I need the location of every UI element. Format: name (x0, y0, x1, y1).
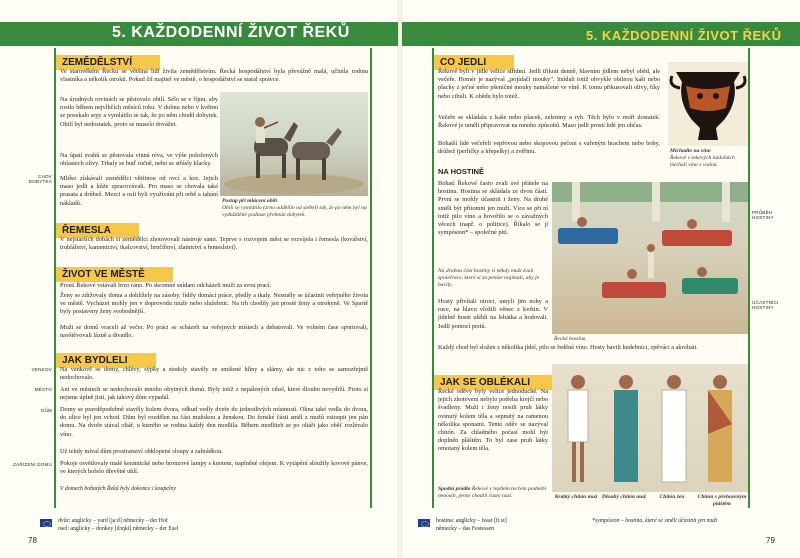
jedli-p3: Bohatší lidé večeřeli vepřovou nebo skopovou pečeni s vařeným hrachem nebo boby, drůbež (perličky a křepelky) a zvěřinu. (438, 140, 660, 156)
margin-venkov: VENKOV (31, 367, 52, 372)
remesla-p1: V nejstarších dobách si zemědělci zhotovovali nástroje sami. Teprve s rozvojem měst se rozvíjela i řemesla (kovářství, truhlářství, kamenictví, tkalcovství, hrnčířství, zlatnictví a řemeslství). (60, 236, 368, 252)
jedli-p1: Řekové byli v jídle velice střídmí. Jedli třikrát denně, hlavním jídlem nebyl oběd, ale večeře. Homér je nazýval „pojídači mouky". Snídali totiž obvykle obilnou kaši nebo placky z ječné nebo pšeničné mouky namáčené ve víně. K tomu přikusovali olivy, fíky nebo cibuli. K obědu bylo totéž. (438, 68, 660, 100)
figure-caption-4: Chitón s přehozeným pláštěm (697, 494, 747, 507)
margin-zarizeni-domu: ZAŘÍZENÍ DOMU (13, 462, 52, 467)
left-page-column (54, 48, 372, 508)
underwear-note-text: Řekové v tepllém tecčem podnebí nenosili, proto chodili často nazí. (438, 486, 547, 499)
oblekali-p1: Řecké oděvy byly velice jednoduché. Na jejich zhotovení nebylo potřeba krejčí nebo švadleny. Muži i ženy nosili pruh látky ovinutý kolem těla a sepnutý na ramenou několika sponami. Tento oděv se nazýval chitón. Za chladného počasí mohl být doplněn pláštěm. To byl zase pruh látky omotaný kolem těla. (438, 388, 548, 453)
left-footer (58, 518, 378, 533)
bydleli-p1: Na venkově se domy, chlévy, sýpky a stodoly stavěly ze smíšené hlíny a slámy, ale nic z toho se samozřejmě nedochovalo. (60, 366, 368, 382)
zivot-p3: Muži se domů vraceli až večer. Po práci se scházeli na veřejných místech a debatovali. Ve volném čase sportovali, navštěvovali lázně a divadlo. (60, 324, 368, 340)
book-gutter (398, 0, 402, 558)
eu-flag-icon (40, 519, 52, 527)
heading-zivot-ve-meste: ŽIVOT VE MĚSTĚ (56, 267, 173, 282)
bydleli-note: V domech bohatých Řeků byly dokonce i koupelny (60, 486, 176, 492)
krater-caption-text: Řekové v takových nádobách míchali víno s vodou. (670, 155, 735, 168)
feast-illustration (552, 182, 748, 334)
page-number-left: 78 (28, 536, 37, 545)
threshing-illustration (220, 92, 368, 196)
bydleli-p2: Ani ve městech se nedochovalo mnoho obytných domů. Byly totiž z nepálených cihel, které dlouho nevydrží. Proto si nejsme úplně jisti, jak takový dům vypadal. (60, 386, 368, 402)
chapter-title-right: 5. KAŽDODENNÍ ŽIVOT ŘEKŮ (586, 28, 782, 43)
threshing-caption-title: Postup při mlácení obilí (222, 198, 278, 204)
krater-drawing (668, 62, 748, 146)
zemedelstvi-p3: Na úpatí svahů se pěstovala vinná réva, ve výše položených oblastech olivy. Trhaly se buď ručně, nebo se střásly klacky. (60, 152, 218, 168)
margin-ucastnici-hostiny: ÚČASTNÍCI HOSTINY (752, 300, 779, 310)
krater-caption-title: Míchadlo na víno (670, 148, 711, 154)
heading-jak-se-oblekali: JAK SE OBLÉKALI (434, 375, 558, 390)
krater-caption (670, 148, 750, 169)
right-footer-sympos: *sympósion – hostina, které se směli účastnit jen muži (592, 518, 718, 524)
heading-zemedelstvi: ZEMĚDĚLSTVÍ (56, 55, 160, 70)
right-footer-line1: hostina: anglicky – feast [fiːst] (436, 518, 507, 524)
heading-jak-bydleli: JAK BYDLELI (56, 353, 156, 368)
feast-drawing (552, 182, 748, 334)
zemedelstvi-p1: Ve starověkém Řecku se většina lidí živila zemědělstvím. Řecká hospodářství byla převážně malá, učinila rodinu vlastníka a několik otroků. Pokud žil majitel ve městě, o hospodářství se staral správce. (60, 68, 368, 84)
zivot-p2: Ženy se zdržovaly doma a dohlížely na zásoby, řídily domácí práce, předly a tkaly. Nesměly se účastnit veřejného života ve městě. Vycházet mohly jen v doprovodu muže nebo služebnic. Na trh chodily jen prosté ženy a otrokyně. Ve Spartě byly postaveny ženy svobodnější. (60, 292, 368, 316)
underwear-note-title: Spodní prádlo (438, 486, 471, 492)
heading-na-hostine: NA HOSTINĚ (438, 167, 484, 176)
hostine-p2: Hosty přivítali otroci, umyli jim nohy a ruce, na hlavu vložili věnec z květin. V jídelně hosté uléhli na lehátka a hodovali. Jedli pomocí prstů. (438, 298, 548, 330)
threshing-drawing (220, 92, 368, 196)
right-footer-line2: německy – das Festessen (436, 525, 495, 532)
heading-remesla: ŘEMESLA (56, 223, 139, 238)
margin-mesto: MĚSTO (34, 387, 52, 392)
figure-caption-1: Krátký chitón muž (554, 494, 598, 500)
margin-chov-dobytka: CHOV DOBYTKA (28, 174, 52, 184)
underwear-note (438, 486, 548, 500)
krater-vase-image (668, 62, 748, 146)
eu-flag-icon-right (418, 519, 430, 527)
jedli-p2: Večeře se skládala z kaše nebo placek, zeleniny a ryb. Těch bylo v moři dostatek. Řekové je uměli připravovat na mnoho způsobů. Maso jedli prostí lidé jen občas. (438, 114, 660, 130)
threshing-caption (222, 198, 368, 219)
bydleli-p5: Pokoje osvětlovaly malé keramické nebo bronzové lampy s knotem, naplněné olejem. K vytápění sloužily kovové pánve, ve kterých hořelo dřevěné uhlí. (60, 460, 368, 476)
figure-caption-2: Dlouhý chitón muž (601, 494, 647, 500)
right-page-column (432, 48, 750, 508)
left-footer-line2: osel: anglicky – donkey [dɔŋki] německy – der Esel (58, 525, 179, 532)
feast-caption: Řecká hostina (554, 336, 586, 342)
zivot-p1: Prostí Řekové vstávali brzo ráno. Po skromné snídani odcházeli muži za svou prací. (60, 282, 272, 289)
threshing-caption-text: Obilí se vymlátilo (zrno oddělilo od stébel) tak, že po něm byl na vydlážděné podlaze přehnán dobytek. (222, 205, 367, 218)
costumes-drawing (552, 364, 748, 492)
margin-dum: DŮM (40, 408, 52, 413)
costumes-illustration (552, 364, 748, 492)
hostine-p3: Každý chod byl složen z několika jídel, pilo se ředěné víno. Hosty bavili hudebníci, zpěváci a akrobati. (438, 344, 698, 351)
zemedelstvi-p2: Na úrodných rovinách se pěstovalo obilí. Sélo se v říjnu, aby rostlo během nejvlhčích měsíců roku. V dubnu nebo v květnu se posekalo srpy a vymlátilo se tak, že po něm chodil dobytek. Obilí byl nedostatek, proto se muselo dovážet. (60, 96, 218, 128)
bydleli-p4: Už tehdy míval dům prostranství obklopené sloupy a zahrádkou. (60, 448, 223, 455)
right-footer (436, 518, 576, 533)
bydleli-p3: Domy se pravděpodobně stavěly kolem dvora, odkud vedly dveře do jednotlivých místností. Okna také vedla do dvora, do ulice byl jen vchod. Dům byl rozdělen na část mužskou a ženskou. Do ženské části směl z mužů vstoupit jen pán domu. Na dvoře stával oltář, u kterého se rodina každý den modlila. Během modliteb se po oltáři jako oběť rozlévalo víno. (60, 406, 368, 438)
left-footer-line1: dvůr: anglicky – yard [jaːd] německy – der Hof (58, 518, 168, 524)
heading-co-jedli: CO JEDLI (434, 55, 514, 70)
figure-caption-3: Chitón žen (659, 494, 685, 500)
hostine-p1: Bohatí Řekové často zvali své přátele na hostinu. Hostina se skládala ze dvou částí. První se mohly účastnit i ženy. Na druhé směli být přítomni jen muži. Více se při ní totiž pilo víno a hovořilo se o závažných věcech (např. o politice). Říkalo se jí sympósion* – společné pití. (438, 180, 548, 237)
page-number-right: 79 (766, 536, 775, 545)
zemedelstvi-p4: Mléko získávali zemědělci většinou od ovcí a koz. Jejich maso jedli a kůže zpracovávali. Pro maso se chovala také prasata a drůbež. Mezci a osli byli využíváni při orbě a tahání nákladů. (60, 175, 218, 207)
hostine-note: Na druhou část hostiny si někdy muži zvali společnice, které si za peníze najímali, aby je bavily. (438, 268, 540, 288)
chapter-title-left: 5. KAŽDODENNÍ ŽIVOT ŘEKŮ (112, 24, 350, 41)
margin-prubeh-hostiny: PRŮBĚH HOSTINY (752, 210, 774, 220)
